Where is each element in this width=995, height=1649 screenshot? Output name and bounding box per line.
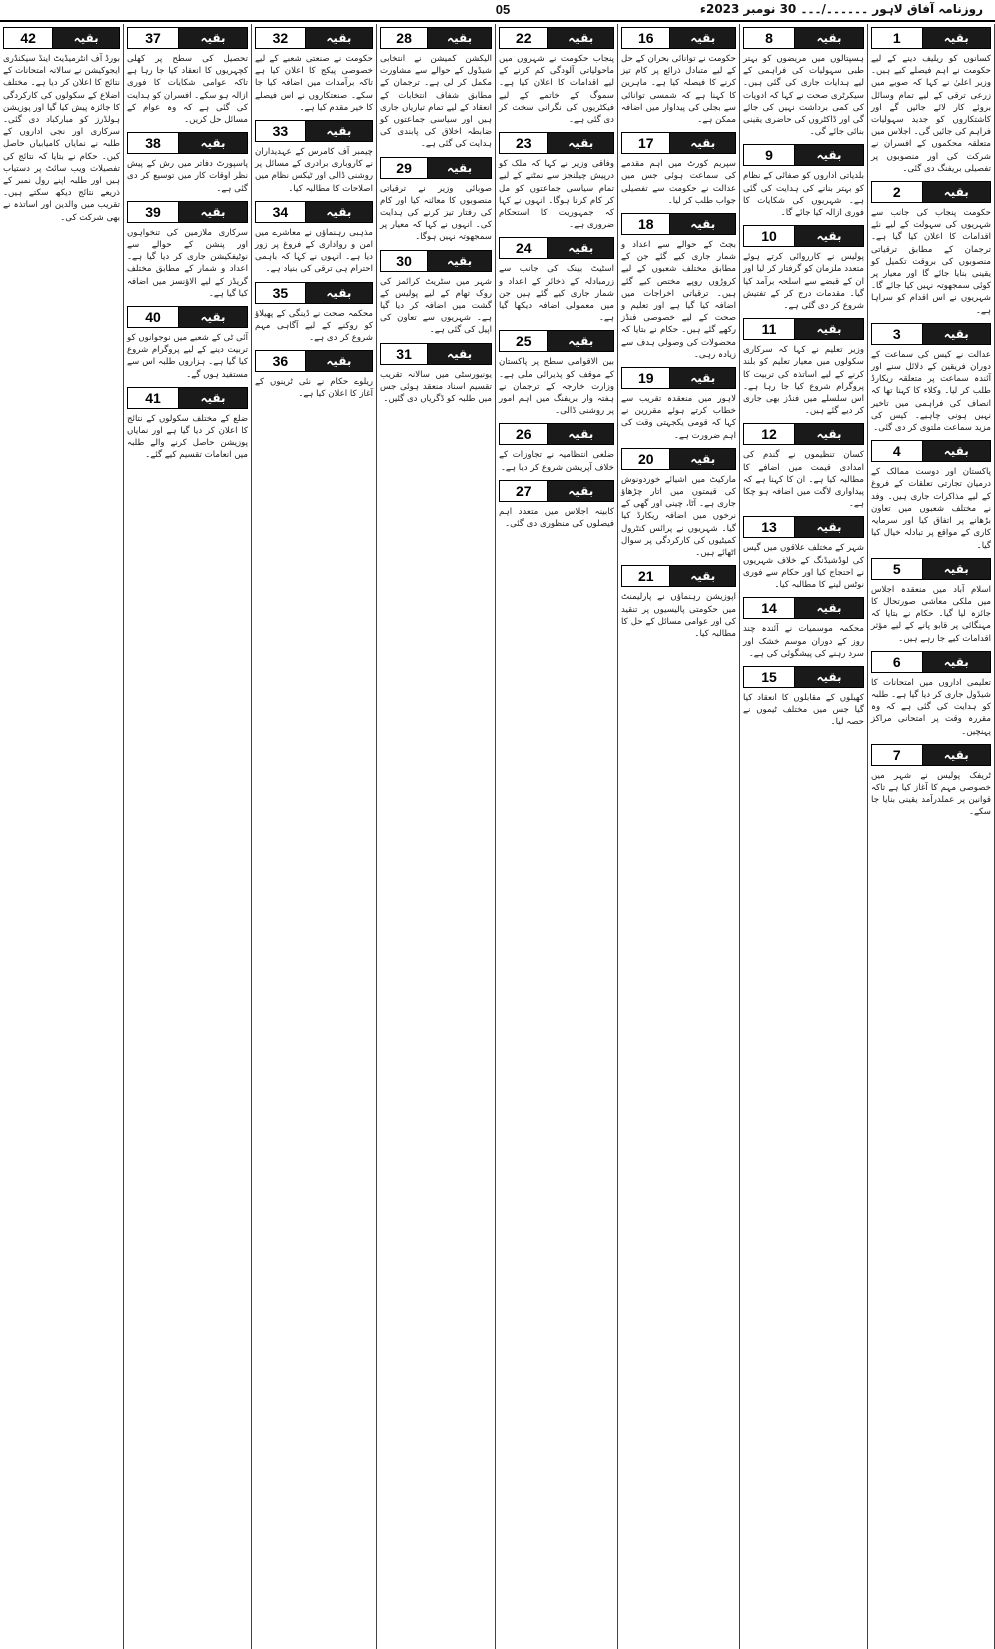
baqia-header bbox=[499, 237, 614, 259]
baqia-number: 27 bbox=[500, 481, 548, 501]
baqia-number: 22 bbox=[500, 28, 548, 48]
baqia-header bbox=[255, 282, 373, 304]
article-text: بلدیاتی اداروں کو صفائی کے نظام کو بہتر بنانے کی ہدایت کی گئی ہے۔ شہریوں کی شکایات کا فوری ازالہ کیا جائے گا۔ bbox=[743, 171, 864, 219]
continuation-block bbox=[871, 181, 991, 317]
baqia-number: 10 bbox=[744, 226, 795, 246]
baqia-header bbox=[871, 181, 991, 203]
baqia-header bbox=[499, 480, 614, 502]
article-text: بین الاقوامی سطح پر پاکستان کے موقف کو پذیرائی ملی ہے۔ وزارت خارجہ کے ترجمان نے ہفتہ وار بریفنگ میں اہم امور پر روشنی ڈالی۔ bbox=[499, 357, 614, 417]
baqia-number: 32 bbox=[256, 28, 306, 48]
baqia-number: 9 bbox=[744, 145, 795, 165]
baqia-header bbox=[871, 558, 991, 580]
baqia-number: 11 bbox=[744, 319, 795, 339]
baqia-label: بقیہ bbox=[179, 28, 247, 48]
article-text: کسان تنظیموں نے گندم کی امدادی قیمت میں اضافے کا مطالبہ کیا ہے۔ ان کا کہنا ہے کہ پیداواری لاگت میں اضافہ ہو چکا ہے۔ bbox=[743, 450, 864, 510]
article-text: آئی ٹی کے شعبے میں نوجوانوں کو تربیت دینے کے لیے پروگرام شروع کیا گیا ہے۔ ہزاروں طلبہ اس سے مستفید ہوں گے۔ bbox=[127, 333, 248, 380]
continuation-block bbox=[871, 558, 991, 645]
article-text: حکومت نے توانائی بحران کے حل کے لیے متبادل ذرائع پر کام تیز کرنے کا فیصلہ کیا ہے۔ ماہرین کا کہنا ہے کہ شمسی توانائی سے بجلی کی پیداوار میں اضافہ ممکن ہے۔ bbox=[621, 54, 736, 126]
baqia-label: بقیہ bbox=[53, 28, 119, 48]
column-4 bbox=[496, 24, 618, 1649]
baqia-label: بقیہ bbox=[179, 307, 247, 327]
baqia-label: بقیہ bbox=[923, 441, 990, 461]
baqia-number: 4 bbox=[872, 441, 923, 461]
continuation-block bbox=[255, 201, 373, 276]
baqia-header bbox=[127, 201, 248, 223]
article-text: پاسپورٹ دفاتر میں رش کے پیش نظر اوقات کار میں توسیع کر دی گئی ہے۔ bbox=[127, 159, 248, 194]
article-text: تحصیل کی سطح پر کھلی کچہریوں کا انعقاد کیا جا رہا ہے تاکہ عوامی شکایات کا فوری ازالہ ہو سکے۔ افسران کو ہدایت کی گئی ہے کہ وہ عوام کے مسائل حل کریں۔ bbox=[127, 54, 248, 126]
baqia-label: بقیہ bbox=[670, 133, 735, 153]
article-text: مذہبی رہنماؤں نے معاشرے میں امن و رواداری کے فروغ پر زور دیا ہے۔ انہوں نے کہا کہ باہمی احترام ہی ترقی کی بنیاد ہے۔ bbox=[255, 227, 373, 275]
baqia-header bbox=[743, 423, 864, 445]
baqia-number: 28 bbox=[381, 28, 428, 48]
baqia-label: بقیہ bbox=[923, 652, 990, 672]
article-text: پولیس نے کارروائی کرتے ہوئے متعدد ملزمان کو گرفتار کر لیا اور ان کے قبضے سے اسلحہ برآمد کیا گیا۔ مقدمات درج کر کے تفتیش شروع کر دی گئی ہے۔ bbox=[743, 252, 864, 312]
baqia-label: بقیہ bbox=[548, 481, 613, 501]
article-text: شہر میں سٹریٹ کرائمز کی روک تھام کے لیے پولیس کے گشت میں اضافہ کر دیا گیا ہے۔ شہریوں سے تعاون کی اپیل کی گئی ہے۔ bbox=[380, 276, 492, 336]
baqia-header bbox=[255, 350, 373, 372]
article-text: صوبائی وزیر نے ترقیاتی منصوبوں کا معائنہ کیا اور کام کی رفتار تیز کرنے کی ہدایت کی۔ انہوں نے کہا کہ معیار پر سمجھوتہ نہیں ہوگا۔ bbox=[380, 183, 492, 243]
baqia-number: 21 bbox=[622, 566, 670, 586]
baqia-label: بقیہ bbox=[179, 202, 247, 222]
baqia-number: 39 bbox=[128, 202, 179, 222]
baqia-header bbox=[743, 318, 864, 340]
continuation-block bbox=[621, 27, 736, 126]
baqia-header bbox=[871, 27, 991, 49]
continuation-block bbox=[127, 201, 248, 300]
baqia-number: 19 bbox=[622, 368, 670, 388]
continuation-block bbox=[743, 225, 864, 312]
continuation-block bbox=[743, 666, 864, 729]
masthead bbox=[0, 0, 995, 22]
article-text: اپوزیشن رہنماؤں نے پارلیمنٹ میں حکومتی پالیسیوں پر تنقید کی اور عوامی مسائل کے حل کا مطالبہ کیا۔ bbox=[621, 592, 736, 639]
article-text: چیمبر آف کامرس کے عہدیداران نے کاروباری برادری کے مسائل پر روشنی ڈالی اور ٹیکس نظام میں اصلاحات کا مطالبہ کیا۔ bbox=[255, 147, 373, 194]
baqia-header bbox=[743, 144, 864, 166]
continuation-block bbox=[255, 282, 373, 345]
continuation-block bbox=[743, 144, 864, 219]
column-8 bbox=[0, 24, 124, 1649]
baqia-header bbox=[3, 27, 120, 49]
article-text: وفاقی وزیر نے کہا کہ ملک کو درپیش چیلنجز سے نمٹنے کے لیے تمام سیاسی جماعتوں کو مل کر کام کرنا ہوگا۔ انہوں نے کہا کہ جمہوریت کا استحکام ضروری ہے۔ bbox=[499, 159, 614, 231]
baqia-number: 26 bbox=[500, 424, 548, 444]
baqia-number: 20 bbox=[622, 449, 670, 469]
continuation-block bbox=[871, 440, 991, 551]
continuation-block bbox=[499, 132, 614, 231]
baqia-label: بقیہ bbox=[548, 424, 613, 444]
baqia-header bbox=[621, 27, 736, 49]
baqia-label: بقیہ bbox=[670, 214, 735, 234]
baqia-number: 5 bbox=[872, 559, 923, 579]
baqia-header bbox=[743, 666, 864, 688]
baqia-number: 34 bbox=[256, 202, 306, 222]
baqia-number: 38 bbox=[128, 133, 179, 153]
baqia-label: بقیہ bbox=[795, 28, 863, 48]
baqia-header bbox=[621, 367, 736, 389]
article-text: محکمہ موسمیات نے آئندہ چند روز کے دوران موسم خشک اور سرد رہنے کی پیشگوئی کی ہے۔ bbox=[743, 624, 864, 659]
baqia-header bbox=[743, 516, 864, 538]
baqia-label: بقیہ bbox=[306, 202, 372, 222]
article-text: حکومت نے صنعتی شعبے کے لیے خصوصی پیکج کا اعلان کیا ہے تاکہ برآمدات میں اضافہ کیا جا سکے۔ صنعتکاروں نے اس فیصلے کا خیر مقدم کیا ہے۔ bbox=[255, 54, 373, 113]
column-3 bbox=[618, 24, 740, 1649]
baqia-header bbox=[871, 744, 991, 766]
article-text: ضلعی انتظامیہ نے تجاوزات کے خلاف آپریشن شروع کر دیا ہے۔ bbox=[499, 450, 614, 473]
baqia-label: بقیہ bbox=[923, 28, 990, 48]
baqia-header bbox=[743, 27, 864, 49]
baqia-label: بقیہ bbox=[795, 667, 863, 687]
baqia-number: 37 bbox=[128, 28, 179, 48]
baqia-header bbox=[743, 597, 864, 619]
baqia-header bbox=[499, 132, 614, 154]
baqia-header bbox=[127, 27, 248, 49]
continuation-block bbox=[255, 27, 373, 114]
continuation-block bbox=[621, 367, 736, 442]
article-text: ٹریفک پولیس نے شہر میں خصوصی مہم کا آغاز کیا ہے تاکہ قوانین پر عملدرآمد یقینی بنایا جا سکے۔ bbox=[871, 770, 991, 818]
baqia-header bbox=[621, 213, 736, 235]
baqia-header bbox=[255, 201, 373, 223]
baqia-number: 33 bbox=[256, 121, 306, 141]
continuation-block bbox=[127, 306, 248, 381]
baqia-label: بقیہ bbox=[548, 28, 613, 48]
continuation-block bbox=[127, 27, 248, 126]
baqia-number: 12 bbox=[744, 424, 795, 444]
baqia-label: بقیہ bbox=[923, 182, 990, 202]
article-text: سپریم کورٹ میں اہم مقدمے کی سماعت ہوئی جس میں عدالت نے حکومت سے تفصیلی جواب طلب کر لیا۔ bbox=[621, 159, 736, 206]
baqia-label: بقیہ bbox=[923, 324, 990, 344]
baqia-number: 31 bbox=[381, 344, 428, 364]
baqia-header bbox=[871, 440, 991, 462]
continuation-block bbox=[127, 387, 248, 462]
article-text: محکمہ صحت نے ڈینگی کے پھیلاؤ کو روکنے کے لیے آگاہی مہم شروع کر دی ہے۔ bbox=[255, 308, 373, 344]
baqia-label: بقیہ bbox=[670, 368, 735, 388]
continuation-block bbox=[499, 330, 614, 417]
article-text: بجٹ کے حوالے سے اعداد و شمار جاری کیے گئے جن کے مطابق مختلف شعبوں کے لیے کروڑوں روپے مختص کیے گئے ہیں۔ ترقیاتی اخراجات میں اضافہ کیا گیا ہے اور تعلیم و صحت کے لیے خصوصی فنڈز رکھے گئے ہیں۔ حکام نے بتایا کہ محصولات کی وصولی ہدف سے زیادہ رہی۔ bbox=[621, 240, 736, 360]
article-text: کھیلوں کے مقابلوں کا انعقاد کیا گیا جس میں مختلف ٹیموں نے حصہ لیا۔ bbox=[743, 692, 864, 728]
continuation-block bbox=[255, 350, 373, 400]
baqia-number: 42 bbox=[4, 28, 53, 48]
article-text: پنجاب حکومت نے شہروں میں ماحولیاتی آلودگی کم کرنے کے لیے اقدامات کا اعلان کیا ہے۔ سموگ کے خاتمے کے لیے فیکٹریوں کی نگرانی سخت کر دی گئی ہے۔ bbox=[499, 54, 614, 126]
baqia-header bbox=[621, 132, 736, 154]
continuation-block bbox=[871, 323, 991, 434]
baqia-label: بقیہ bbox=[548, 133, 613, 153]
article-text: ہسپتالوں میں مریضوں کو بہتر طبی سہولیات کی فراہمی کے لیے ہدایات جاری کی گئی ہیں۔ سیکرٹری صحت نے کہا کہ ادویات کی کمی برداشت نہیں کی جائے گی اور ڈاکٹروں کی حاضری یقینی بنائی جائے گی۔ bbox=[743, 54, 864, 138]
article-text: وزیر تعلیم نے کہا کہ سرکاری سکولوں میں معیار تعلیم کو بلند کرنے کے لیے اساتذہ کی تربیت کا پروگرام شروع کیا جا رہا ہے۔ اس سلسلے میں فنڈز بھی جاری کر دیے گئے ہیں۔ bbox=[743, 345, 864, 417]
baqia-header bbox=[499, 423, 614, 445]
continuation-block bbox=[871, 651, 991, 738]
continuation-block bbox=[743, 516, 864, 591]
continuation-block bbox=[499, 237, 614, 324]
article-text: ریلوے حکام نے نئی ٹرینوں کے آغاز کا اعلان کیا ہے۔ bbox=[255, 377, 373, 400]
baqia-number: 8 bbox=[744, 28, 795, 48]
baqia-label: بقیہ bbox=[670, 28, 735, 48]
article-text: بورڈ آف انٹرمیڈیٹ اینڈ سیکنڈری ایجوکیشن نے سالانہ امتحانات کے نتائج کا اعلان کر دیا ہے۔ مختلف اضلاع کے سکولوں کی کارکردگی کا جائزہ پیش کیا گیا اور پوزیشن ہولڈرز کو مبارکباد دی گئی۔ سرکاری اور نجی اداروں کے طلبہ نے نمایاں کامیابیاں حاصل کیں۔ حکام نے بتایا کہ نتائج کی تفصیلات ویب سائٹ پر دستیاب ہیں اور طلبہ اپنے رول نمبر کے ذریعے نتائج دیکھ سکتے ہیں۔ تقریب میں والدین اور اساتذہ نے بھی شرکت کی۔ bbox=[3, 54, 120, 223]
baqia-header bbox=[499, 27, 614, 49]
baqia-number: 16 bbox=[622, 28, 670, 48]
article-text: کسانوں کو ریلیف دینے کے لیے حکومت نے اہم فیصلے کیے ہیں۔ وزیر اعلیٰ نے کہا کہ صوبے میں زرعی ترقی کے لیے تمام وسائل بروئے کار لائے جائیں گے اور کاشتکاروں کو جدید سہولیات فراہم کی جائیں گی۔ اجلاس میں متعلقہ محکموں کے افسران نے شرکت کی اور منصوبوں پر تفصیلی بریفنگ دی گئی۔ bbox=[871, 54, 991, 174]
continuation-block bbox=[499, 423, 614, 473]
continuation-block bbox=[380, 250, 492, 337]
baqia-header bbox=[127, 306, 248, 328]
baqia-header bbox=[380, 157, 492, 179]
baqia-header bbox=[255, 120, 373, 142]
article-text: تعلیمی اداروں میں امتحانات کا شیڈول جاری کر دیا گیا ہے۔ طلبہ کو ہدایت کی گئی ہے کہ وہ مقررہ وقت پر امتحانی مراکز پہنچیں۔ bbox=[871, 677, 991, 737]
article-text: کابینہ اجلاس میں متعدد اہم فیصلوں کی منظوری دی گئی۔ bbox=[499, 506, 614, 530]
continuation-block bbox=[621, 213, 736, 361]
baqia-number: 23 bbox=[500, 133, 548, 153]
baqia-number: 36 bbox=[256, 351, 306, 371]
baqia-number: 6 bbox=[872, 652, 923, 672]
baqia-label: بقیہ bbox=[548, 331, 613, 351]
continuation-block bbox=[380, 157, 492, 244]
continuation-block bbox=[743, 27, 864, 138]
article-text: ضلع کے مختلف سکولوں کے نتائج کا اعلان کر دیا گیا ہے اور نمایاں پوزیشن حاصل کرنے والے طلبہ میں انعامات تقسیم کیے گئے۔ bbox=[127, 413, 248, 461]
baqia-header bbox=[743, 225, 864, 247]
baqia-number: 24 bbox=[500, 238, 548, 258]
article-text: الیکشن کمیشن نے انتخابی شیڈول کے حوالے سے مشاورت مکمل کر لی ہے۔ ترجمان کے مطابق شفاف انتخابات کے انعقاد کے لیے تمام تیاریاں جاری ہیں اور سیاسی جماعتوں کو ضابطہ اخلاق کی پابندی کی ہدایت کی گئی ہے۔ bbox=[380, 54, 492, 150]
baqia-number: 30 bbox=[381, 251, 428, 271]
continuation-block bbox=[743, 597, 864, 660]
baqia-number: 14 bbox=[744, 598, 795, 618]
baqia-label: بقیہ bbox=[670, 566, 735, 586]
baqia-header bbox=[621, 448, 736, 470]
baqia-label: بقیہ bbox=[795, 145, 863, 165]
baqia-header bbox=[380, 343, 492, 365]
continuation-block bbox=[743, 318, 864, 417]
article-text: حکومت پنجاب کی جانب سے شہریوں کی سہولت کے لیے نئے اقدامات کا اعلان کیا گیا ہے۔ ترجمان کے مطابق ترقیاتی منصوبوں کی بروقت تکمیل کو یقینی بنایا جائے گا اور معیار پر کوئی سمجھوتہ نہیں کیا جائے گا۔ شہریوں نے اس اقدام کو سراہا ہے۔ bbox=[871, 208, 991, 316]
baqia-header bbox=[127, 387, 248, 409]
baqia-label: بقیہ bbox=[428, 344, 491, 364]
continuation-block bbox=[499, 27, 614, 126]
baqia-number: 35 bbox=[256, 283, 306, 303]
continuation-block bbox=[255, 120, 373, 195]
baqia-label: بقیہ bbox=[179, 388, 247, 408]
paper-date-line: روزنامہ آفاق لاہور ۔۔۔۔۔۔/۔۔۔ 30 نومبر 2023ء bbox=[699, 2, 983, 16]
baqia-header bbox=[499, 330, 614, 352]
baqia-label: بقیہ bbox=[670, 449, 735, 469]
continuation-block bbox=[871, 744, 991, 819]
baqia-label: بقیہ bbox=[923, 745, 990, 765]
article-text: عدالت نے کیس کی سماعت کے دوران فریقین کے دلائل سنے اور آئندہ سماعت پر متعلقہ ریکارڈ طلب کر لیا۔ وکلاء کا کہنا تھا کہ انصاف کی فراہمی میں تاخیر نہیں ہونی چاہیے۔ کیس کی مزید سماعت ملتوی کر دی گئی۔ bbox=[871, 349, 991, 434]
baqia-label: بقیہ bbox=[306, 351, 372, 371]
column-1 bbox=[868, 24, 995, 1649]
baqia-label: بقیہ bbox=[795, 319, 863, 339]
continuation-block bbox=[871, 27, 991, 175]
baqia-header bbox=[380, 250, 492, 272]
baqia-number: 18 bbox=[622, 214, 670, 234]
baqia-number: 41 bbox=[128, 388, 179, 408]
continuation-block bbox=[743, 423, 864, 510]
continuation-block bbox=[380, 27, 492, 151]
continuation-block bbox=[380, 343, 492, 406]
column-7 bbox=[124, 24, 252, 1649]
baqia-number: 17 bbox=[622, 133, 670, 153]
baqia-number: 13 bbox=[744, 517, 795, 537]
baqia-label: بقیہ bbox=[795, 424, 863, 444]
baqia-number: 29 bbox=[381, 158, 428, 178]
article-text: اسلام آباد میں منعقدہ اجلاس میں ملکی معاشی صورتحال کا جائزہ لیا گیا۔ حکام نے بتایا کہ مہنگائی پر قابو پانے کے لیے مؤثر اقدامات کیے جا رہے ہیں۔ bbox=[871, 584, 991, 644]
baqia-number: 3 bbox=[872, 324, 923, 344]
continuation-block bbox=[621, 565, 736, 640]
baqia-label: بقیہ bbox=[428, 28, 491, 48]
baqia-number: 15 bbox=[744, 667, 795, 687]
page-number: 05 bbox=[495, 2, 511, 17]
baqia-label: بقیہ bbox=[795, 517, 863, 537]
baqia-label: بقیہ bbox=[548, 238, 613, 258]
article-text: پاکستان اور دوست ممالک کے درمیان تجارتی تعلقات کے فروغ کے لیے مذاکرات جاری ہیں۔ وفد نے مختلف شعبوں میں تعاون بڑھانے پر اتفاق کیا اور سرمایہ کاری کے مواقع پر تبادلہ خیال کیا گیا۔ bbox=[871, 467, 991, 551]
baqia-label: بقیہ bbox=[306, 28, 372, 48]
baqia-header bbox=[255, 27, 373, 49]
article-text: لاہور میں منعقدہ تقریب سے خطاب کرتے ہوئے مقررین نے کہا کہ قومی یکجہتی وقت کی اہم ضرورت ہے۔ bbox=[621, 394, 736, 441]
baqia-label: بقیہ bbox=[428, 251, 491, 271]
baqia-header bbox=[621, 565, 736, 587]
baqia-number: 2 bbox=[872, 182, 923, 202]
baqia-number: 1 bbox=[872, 28, 923, 48]
article-text: اسٹیٹ بینک کی جانب سے زرمبادلہ کے ذخائر کے اعداد و شمار جاری کیے گئے ہیں جن میں معمولی اضافہ دیکھا گیا ہے۔ bbox=[499, 264, 614, 324]
baqia-header bbox=[871, 323, 991, 345]
baqia-label: بقیہ bbox=[306, 121, 372, 141]
baqia-number: 7 bbox=[872, 745, 923, 765]
article-text: سرکاری ملازمین کی تنخواہوں اور پنشن کے حوالے سے نوٹیفکیشن جاری کر دیا گیا ہے۔ اعداد و شمار کے مطابق مختلف گریڈز کے لیے الاؤنسز میں اضافہ کیا گیا ہے۔ bbox=[127, 227, 248, 299]
baqia-label: بقیہ bbox=[923, 559, 990, 579]
continuation-block bbox=[3, 27, 120, 224]
baqia-label: بقیہ bbox=[306, 283, 372, 303]
continuation-block bbox=[127, 132, 248, 195]
baqia-label: بقیہ bbox=[428, 158, 491, 178]
baqia-label: بقیہ bbox=[795, 226, 863, 246]
baqia-header bbox=[380, 27, 492, 49]
article-text: مارکیٹ میں اشیائے خوردونوش کی قیمتوں میں اتار چڑھاؤ جاری ہے۔ آٹا، چینی اور گھی کے نرخوں میں اضافہ ریکارڈ کیا گیا۔ شہریوں نے پرائس کنٹرول کمیٹیوں کی کارکردگی پر سوال اٹھائے ہیں۔ bbox=[621, 474, 736, 559]
baqia-label: بقیہ bbox=[179, 133, 247, 153]
continuation-block bbox=[621, 132, 736, 207]
column-6 bbox=[252, 24, 377, 1649]
continuation-block bbox=[499, 480, 614, 530]
baqia-label: بقیہ bbox=[795, 598, 863, 618]
continuation-block bbox=[621, 448, 736, 559]
baqia-header bbox=[871, 651, 991, 673]
column-2 bbox=[740, 24, 868, 1649]
baqia-header bbox=[127, 132, 248, 154]
column-5 bbox=[377, 24, 496, 1649]
baqia-number: 40 bbox=[128, 307, 179, 327]
baqia-number: 25 bbox=[500, 331, 548, 351]
article-text: شہر کے مختلف علاقوں میں گیس کی لوڈشیڈنگ کے خلاف شہریوں نے احتجاج کیا اور حکام سے فوری نوٹس لینے کا مطالبہ کیا۔ bbox=[743, 543, 864, 591]
article-text: یونیورسٹی میں سالانہ تقریب تقسیم اسناد منعقد ہوئی جس میں طلبہ کو ڈگریاں دی گئیں۔ bbox=[380, 369, 492, 405]
